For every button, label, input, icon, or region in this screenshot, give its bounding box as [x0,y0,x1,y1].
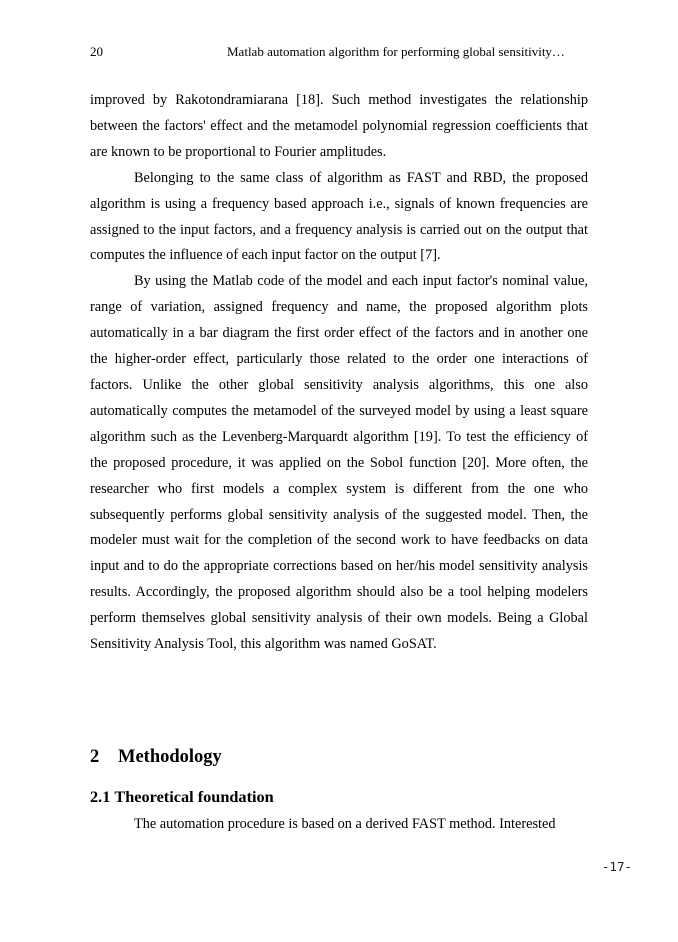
paragraph-frequency-approach: Belonging to the same class of algorithm as FAST and RBD, the proposed algorithm is using a frequency based approach i.e., signals of known frequencies are assigned to the input factors, and a frequency analysis is carried out on the output that computes the influence of each input factor on the output [7]. [90,169,588,264]
body-text [90,88,588,658]
section-title: Methodology [118,747,222,767]
paragraph-automation-procedure: The automation procedure is based on a derived FAST method. Interested [134,816,556,832]
running-title: Matlab automation algorithm for performing global sensitivity… [227,44,565,59]
paragraph-proposed-algorithm: By using the Matlab code of the model and each input factor's nominal value, range of variation, assigned frequency and name, the proposed algorithm plots automatically in a bar diagram the first order effect of the factors and in another one the higher-order effect, particularly those related to the order one interactions of factors. Unlike the other global sensitivity analysis algorithms, this one also automatically computes the metamodel of the surveyed model by using a least square algorithm such as the Levenberg-Marquardt algorithm [19]. To test the efficiency of the proposed procedure, it was applied on the Sobol function [20]. More often, the researcher who first models a complex system is different from the one who subsequently performs global sensitivity analysis of the suggested model. Then, the modeler must wait for the completion of the second work to have feedbacks on data input and to do the appropriate corrections based on her/his model sensitivity analysis results. Accordingly, the proposed algorithm should also be a tool helping modelers perform themselves global sensitivity analysis of their own models. Being a Global Sensitivity Analysis Tool, this algorithm was named GoSAT. [90,273,588,653]
subsection-body [90,812,588,838]
subsection-number: 2.1 [90,787,111,806]
paragraph-continued: improved by Rakotondramiarana [18]. Such method investigates the relationship between the factors' effect and the metamodel polynomial regression coefficients that are known to be proportional to Fourier amplitudes. [90,92,588,160]
section-heading [90,744,222,770]
subsection-title: Theoretical foundation [114,787,274,806]
subsection-heading [90,785,274,809]
section-number: 2 [90,747,100,767]
running-header [90,42,588,62]
page-footer-number: -17- [601,859,632,874]
header-page-number: 20 [90,44,103,59]
